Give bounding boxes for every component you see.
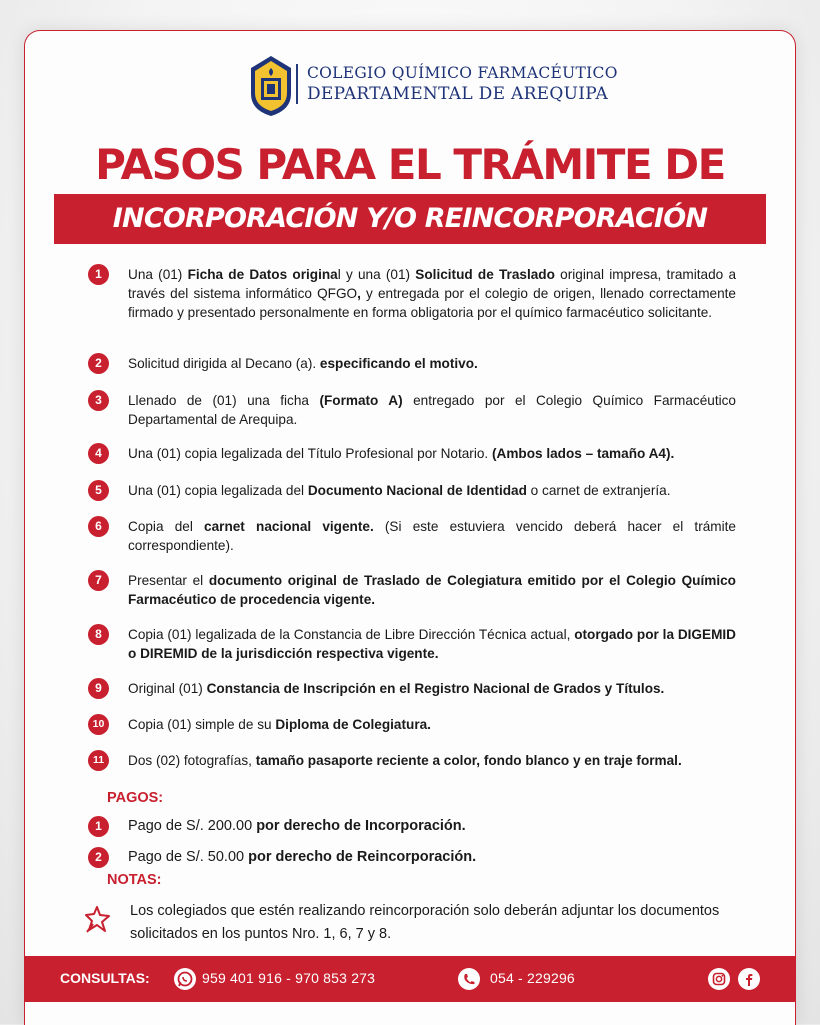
header bbox=[0, 54, 820, 110]
step-text-regular: Pago de S/. 50.00 bbox=[128, 849, 249, 865]
org-name-line2: DEPARTAMENTAL DE AREQUIPA bbox=[307, 84, 609, 104]
step-text-regular: Copia del bbox=[128, 519, 205, 534]
step-text-regular: Original (01) bbox=[128, 681, 207, 696]
phone-icon[interactable] bbox=[458, 968, 480, 990]
step-number-badge: 1 bbox=[88, 264, 109, 285]
step-text-regular: Llenado de (01) una ficha bbox=[128, 393, 320, 408]
step-text-bold: por derecho de Reincorporación. bbox=[248, 849, 477, 865]
college-crest-logo bbox=[247, 54, 295, 118]
step-number-badge: 7 bbox=[88, 570, 109, 591]
step-text-regular: Una (01) bbox=[128, 267, 188, 282]
step-text bbox=[128, 444, 736, 463]
step-number-badge: 8 bbox=[88, 624, 109, 645]
step-text bbox=[128, 679, 736, 698]
step-text bbox=[128, 354, 736, 373]
notas-text: Los colegiados que estén realizando reincorporación solo deberán adjuntar los documentos solicitados en los puntos Nro. 1, 6, 7 y 8. bbox=[130, 903, 720, 942]
step-text bbox=[128, 625, 736, 663]
step-number-badge: 2 bbox=[88, 847, 109, 868]
step-number-badge: 11 bbox=[88, 750, 109, 771]
facebook-icon[interactable] bbox=[738, 968, 760, 990]
step-text-regular: l y una (01) bbox=[337, 267, 416, 282]
step-text bbox=[128, 571, 736, 609]
step-number-badge: 3 bbox=[88, 390, 109, 411]
step-text bbox=[128, 848, 736, 867]
step-number-badge: 5 bbox=[88, 480, 109, 501]
step-number-badge: 9 bbox=[88, 678, 109, 699]
notas-heading: NOTAS: bbox=[107, 872, 162, 888]
step-text-regular: y entregada por el colegio de origen, llenado correctamente firmado y presentado personalmente en forma obligatoria por el químico farmacéutico solicitante. bbox=[128, 286, 736, 320]
step-text-regular: Solicitud dirigida al Decano (a). bbox=[128, 356, 320, 371]
step-text-bold: Ficha de Datos origina bbox=[187, 267, 338, 282]
step-text-regular: entregado por el Colegio Químico Farmacéutico Departamental de Arequipa. bbox=[128, 393, 736, 427]
step-number-badge: 6 bbox=[88, 516, 109, 537]
landline-phone[interactable]: 054 - 229296 bbox=[490, 970, 575, 986]
step-text-bold: (Ambos lados – tamaño A4). bbox=[491, 446, 675, 461]
step-text-bold: Documento Nacional de Identidad bbox=[307, 483, 527, 498]
step-text-bold: , bbox=[357, 286, 361, 301]
step-text bbox=[128, 817, 736, 836]
step-text-bold: tamaño pasaporte reciente a color, fondo blanco y en traje formal. bbox=[255, 753, 682, 768]
step-text-bold: Solicitud de Traslado bbox=[415, 267, 555, 282]
step-text bbox=[128, 265, 736, 322]
step-text-regular: Dos (02) fotografías, bbox=[128, 753, 256, 768]
step-text-bold: por derecho de Incorporación. bbox=[256, 818, 466, 834]
consultas-label: CONSULTAS: bbox=[60, 970, 150, 986]
mobile-phones[interactable]: 959 401 916 - 970 853 273 bbox=[202, 970, 376, 986]
step-number-badge: 10 bbox=[88, 714, 109, 735]
step-text-regular: Pago de S/. 200.00 bbox=[128, 818, 257, 834]
step-text bbox=[128, 715, 736, 734]
step-text-bold: otorgado por la DIGEMID o DIREMID de la jurisdicción respectiva vigente. bbox=[128, 627, 736, 661]
step-text bbox=[128, 517, 736, 555]
footer-bar bbox=[24, 956, 796, 1002]
step-text-bold: Diploma de Colegiatura. bbox=[275, 717, 431, 732]
step-text-bold: (Formato A) bbox=[319, 393, 403, 408]
pin-star-icon bbox=[84, 904, 114, 934]
step-text-regular: Presentar el bbox=[128, 573, 209, 588]
step-text bbox=[128, 481, 736, 500]
step-text-regular: original impresa, tramitado a través del sistema informático QFGO bbox=[128, 267, 737, 301]
page-title: PASOS PARA EL TRÁMITE DE bbox=[95, 140, 725, 189]
step-text-regular: Copia (01) simple de su bbox=[128, 717, 276, 732]
step-text-regular: o carnet de extranjería. bbox=[526, 483, 671, 498]
step-text-regular: Una (01) copia legalizada del Título Profesional por Notario. bbox=[128, 446, 492, 461]
page-subtitle-banner: INCORPORACIÓN Y/O REINCORPORACIÓN bbox=[54, 194, 766, 244]
step-number-badge: 4 bbox=[88, 443, 109, 464]
step-text bbox=[128, 751, 736, 770]
step-number-badge: 2 bbox=[88, 353, 109, 374]
step-text-regular: (Si este estuviera vencido deberá hacer el trámite correspondiente). bbox=[128, 519, 736, 553]
step-text-bold: especificando el motivo. bbox=[319, 356, 478, 371]
step-text-bold: carnet nacional vigente. bbox=[204, 519, 374, 534]
step-text bbox=[128, 391, 736, 429]
whatsapp-icon[interactable] bbox=[174, 968, 196, 990]
step-text-bold: Constancia de Inscripción en el Registro Nacional de Grados y Títulos. bbox=[206, 681, 665, 696]
step-text-regular: Una (01) copia legalizada del bbox=[128, 483, 308, 498]
step-text-bold: documento original de Traslado de Colegiatura emitido por el Colegio Químico Farmacéutico de procedencia vigente. bbox=[128, 573, 736, 607]
header-divider bbox=[296, 64, 298, 104]
org-name-line1: COLEGIO QUÍMICO FARMACÉUTICO bbox=[307, 64, 618, 82]
instagram-icon[interactable] bbox=[708, 968, 730, 990]
step-text-regular: Copia (01) legalizada de la Constancia de Libre Dirección Técnica actual, bbox=[128, 627, 575, 642]
step-number-badge: 1 bbox=[88, 816, 109, 837]
pagos-heading: PAGOS: bbox=[107, 790, 164, 806]
